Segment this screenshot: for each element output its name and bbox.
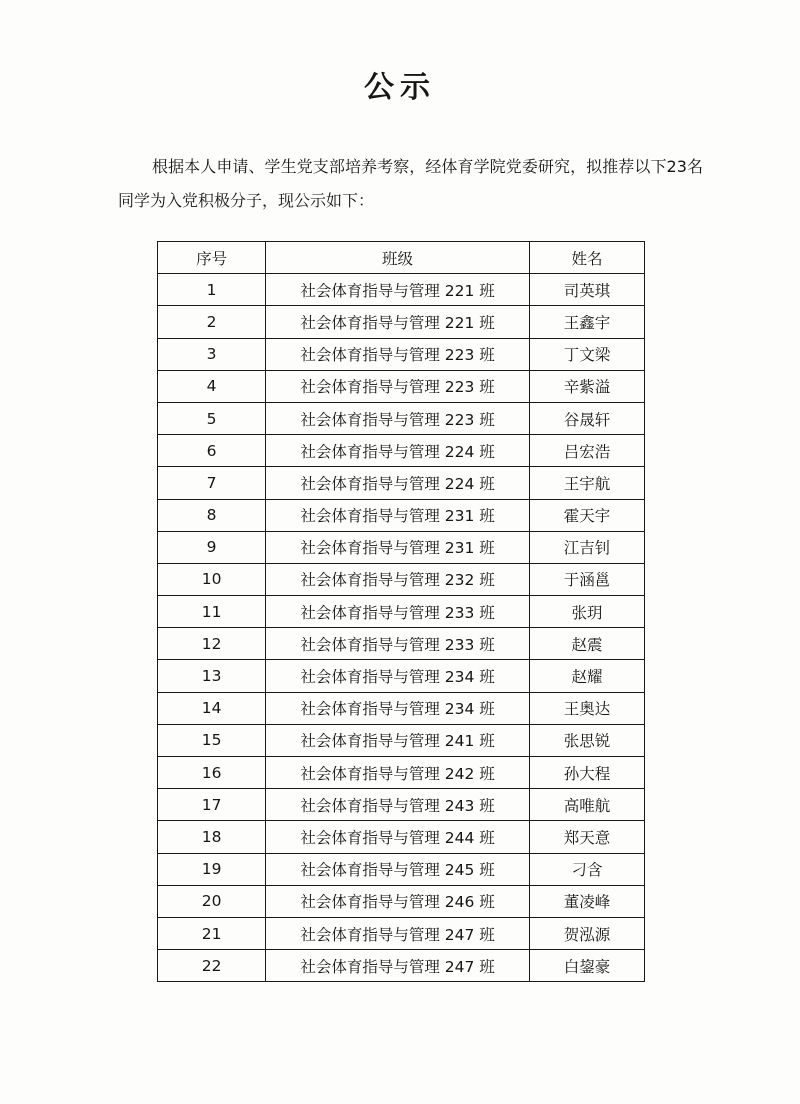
row-class: 社会体育指导与管理 246 班	[266, 885, 530, 917]
row-index: 22	[158, 950, 266, 982]
row-name: 赵耀	[529, 660, 644, 692]
row-class: 社会体育指导与管理 223 班	[266, 370, 530, 402]
row-name: 董凌峰	[529, 885, 644, 917]
row-name: 江吉钊	[529, 531, 644, 563]
row-name: 王宇航	[529, 467, 644, 499]
row-index: 14	[158, 692, 266, 724]
row-class: 社会体育指导与管理 224 班	[266, 435, 530, 467]
intro-paragraph: 根据本人申请、学生党支部培养考察，经体育学院党委研究，拟推荐以下23名同学为入党积极分子，现公示如下：	[118, 157, 703, 210]
row-name: 贺泓源	[529, 917, 644, 949]
row-name: 张玥	[529, 596, 644, 628]
table-row	[158, 435, 645, 467]
row-name: 郑天意	[529, 821, 644, 853]
row-class: 社会体育指导与管理 233 班	[266, 596, 530, 628]
row-class: 社会体育指导与管理 234 班	[266, 692, 530, 724]
candidate-table	[157, 241, 645, 982]
row-class: 社会体育指导与管理 247 班	[266, 950, 530, 982]
page-title: 公示	[364, 70, 436, 105]
table-row	[158, 467, 645, 499]
table-row	[158, 821, 645, 853]
row-class: 社会体育指导与管理 231 班	[266, 499, 530, 531]
row-class: 社会体育指导与管理 224 班	[266, 467, 530, 499]
row-class: 社会体育指导与管理 221 班	[266, 274, 530, 306]
row-name: 司英琪	[529, 274, 644, 306]
table-row	[158, 274, 645, 306]
row-class: 社会体育指导与管理 232 班	[266, 563, 530, 595]
row-name: 于涵邕	[529, 563, 644, 595]
row-index: 8	[158, 499, 266, 531]
row-class: 社会体育指导与管理 244 班	[266, 821, 530, 853]
row-index: 11	[158, 596, 266, 628]
table-row	[158, 853, 645, 885]
table-row	[158, 531, 645, 563]
row-class: 社会体育指导与管理 241 班	[266, 724, 530, 756]
row-index: 13	[158, 660, 266, 692]
table-row	[158, 402, 645, 434]
row-class: 社会体育指导与管理 233 班	[266, 628, 530, 660]
table-row	[158, 628, 645, 660]
row-index: 9	[158, 531, 266, 563]
table-row	[158, 563, 645, 595]
table-row	[158, 789, 645, 821]
row-name: 孙大程	[529, 757, 644, 789]
table-row	[158, 917, 645, 949]
row-name: 刁含	[529, 853, 644, 885]
row-class: 社会体育指导与管理 223 班	[266, 338, 530, 370]
row-name: 张思锐	[529, 724, 644, 756]
row-name: 王鑫宇	[529, 306, 644, 338]
row-class: 社会体育指导与管理 242 班	[266, 757, 530, 789]
row-index: 2	[158, 306, 266, 338]
row-index: 19	[158, 853, 266, 885]
row-name: 丁文梁	[529, 338, 644, 370]
table-row	[158, 724, 645, 756]
row-index: 7	[158, 467, 266, 499]
row-name: 谷晟轩	[529, 402, 644, 434]
row-index: 15	[158, 724, 266, 756]
row-name: 高唯航	[529, 789, 644, 821]
table-row	[158, 306, 645, 338]
row-class: 社会体育指导与管理 234 班	[266, 660, 530, 692]
table-row	[158, 596, 645, 628]
row-index: 10	[158, 563, 266, 595]
table-row	[158, 692, 645, 724]
row-class: 社会体育指导与管理 243 班	[266, 789, 530, 821]
row-index: 21	[158, 917, 266, 949]
table-row	[158, 499, 645, 531]
row-index: 1	[158, 274, 266, 306]
row-class: 社会体育指导与管理 221 班	[266, 306, 530, 338]
row-name: 辛紫溢	[529, 370, 644, 402]
table-row	[158, 885, 645, 917]
table-body	[158, 274, 645, 982]
table-row	[158, 757, 645, 789]
row-class: 社会体育指导与管理 231 班	[266, 531, 530, 563]
row-index: 16	[158, 757, 266, 789]
row-index: 20	[158, 885, 266, 917]
row-name: 白鋆豪	[529, 950, 644, 982]
row-name: 王奥达	[529, 692, 644, 724]
row-index: 17	[158, 789, 266, 821]
table-header-row	[158, 242, 645, 274]
row-name: 赵震	[529, 628, 644, 660]
row-class: 社会体育指导与管理 223 班	[266, 402, 530, 434]
row-index: 18	[158, 821, 266, 853]
row-index: 4	[158, 370, 266, 402]
row-index: 6	[158, 435, 266, 467]
row-index: 5	[158, 402, 266, 434]
row-index: 3	[158, 338, 266, 370]
header-index: 序号	[158, 242, 266, 274]
table-row	[158, 338, 645, 370]
row-index: 12	[158, 628, 266, 660]
table-row	[158, 660, 645, 692]
header-class: 班级	[266, 242, 530, 274]
row-name: 吕宏浩	[529, 435, 644, 467]
row-class: 社会体育指导与管理 247 班	[266, 917, 530, 949]
table-row	[158, 370, 645, 402]
table-row	[158, 950, 645, 982]
row-name: 霍天宇	[529, 499, 644, 531]
header-name: 姓名	[529, 242, 644, 274]
row-class: 社会体育指导与管理 245 班	[266, 853, 530, 885]
